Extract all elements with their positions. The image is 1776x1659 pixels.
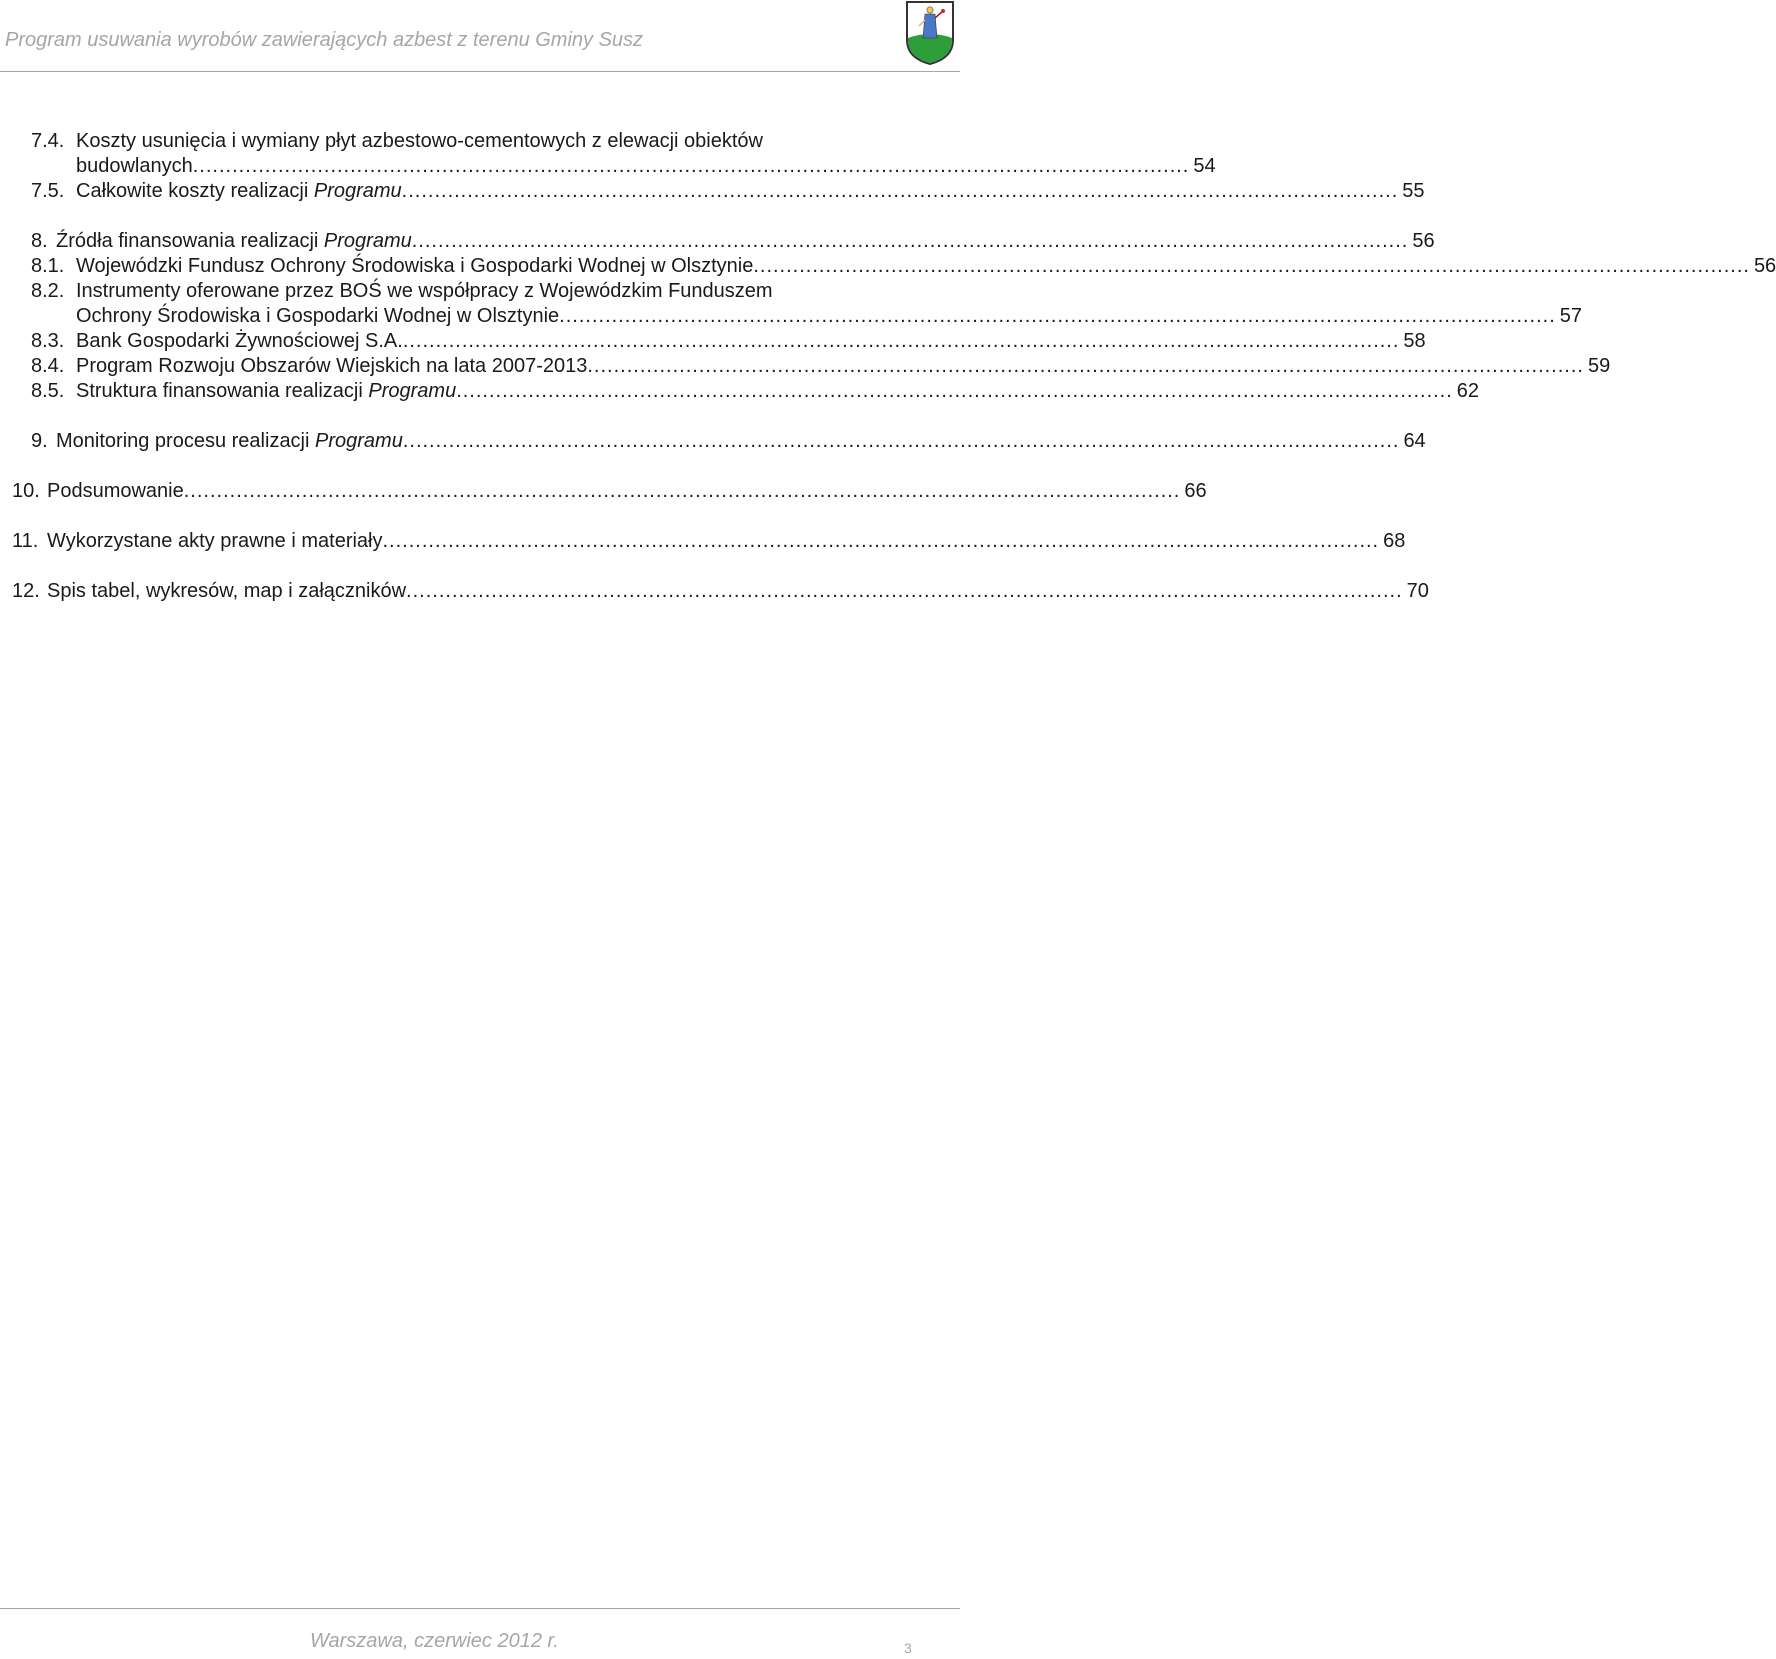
toc-page-number: 70	[1406, 580, 1429, 602]
toc-leader-dots: ........................................................................................................................................................	[183, 480, 1181, 502]
toc-entry-8-4[interactable]	[0, 353, 1611, 379]
toc-entry-title: Podsumowanie	[47, 480, 184, 502]
toc-page-number: 62	[1456, 380, 1480, 402]
toc-entry-title: Program Rozwoju Obszarów Wiejskich na lata 2007-2013	[76, 355, 588, 377]
toc-entry-title: Struktura finansowania realizacji Programu	[76, 380, 457, 402]
toc-leader-dots: ........................................................................................................................................................	[559, 305, 1556, 327]
toc-entry-title: Ochrony Środowiska i Gospodarki Wodnej w Olsztynie	[76, 305, 560, 327]
toc-leader-dots: ........................................................................................................................................................	[406, 580, 1403, 602]
toc-entry-title: Wykorzystane akty prawne i materiały	[47, 530, 383, 552]
toc-entry-9[interactable]	[0, 428, 1426, 454]
toc-page-number: 66	[1184, 480, 1207, 502]
toc-page-number: 56	[1412, 230, 1435, 252]
toc-leader-dots: ........................................................................................................................................................	[587, 355, 1584, 377]
toc-entry-8-3[interactable]	[0, 328, 1426, 354]
toc-entry-12[interactable]	[0, 578, 1429, 604]
toc-leader-dots: ........................................................................................................................................................	[382, 530, 1380, 552]
toc-entry-title: Bank Gospodarki Żywnościowej S.A.	[76, 330, 403, 352]
toc-entry-number: 10.	[12, 480, 40, 502]
toc-entry-number: 7.5.	[31, 180, 65, 202]
toc-leader-dots: ........................................................................................................................................................	[753, 255, 1750, 277]
toc-entry-number: 9.	[31, 430, 48, 452]
toc-entry-title: Wojewódzki Fundusz Ochrony Środowiska i Gospodarki Wodnej w Olsztynie	[76, 255, 754, 277]
toc-entry-7-4-cont[interactable]	[0, 153, 1216, 179]
toc-entry-8-2-cont[interactable]	[0, 303, 1583, 329]
toc-entry-11[interactable]	[0, 528, 1406, 554]
toc-page-number: 59	[1587, 355, 1611, 377]
toc-entry-title: Instrumenty oferowane przez BOŚ we współpracy z Wojewódzkim Funduszem	[76, 280, 773, 302]
toc-entry-title: budowlanych	[76, 155, 193, 177]
toc-leader-dots: ........................................................................................................................................................	[402, 430, 1400, 452]
toc-leader-dots: ........................................................................................................................................................	[456, 380, 1453, 402]
toc-entry-title: Monitoring procesu realizacji Programu	[56, 430, 403, 452]
toc-entry-title: Źródła finansowania realizacji Programu	[56, 230, 412, 252]
footer-page-number: 3	[904, 1640, 912, 1656]
toc-entry-title: Całkowite koszty realizacji Programu	[76, 180, 402, 202]
toc-leader-dots: ........................................................................................................................................................	[401, 180, 1399, 202]
toc-leader-dots: ........................................................................................................................................................	[402, 330, 1400, 352]
toc-entry-number: 12.	[12, 580, 40, 602]
toc-entry-8-2[interactable]	[0, 278, 960, 304]
toc-leader-dots: ........................................................................................................................................................	[192, 155, 1190, 177]
toc-entry-number: 11.	[12, 530, 39, 552]
toc-leader-dots: ........................................................................................................................................................	[411, 230, 1409, 252]
footer-rule	[0, 1608, 960, 1609]
toc-entry-number: 8.	[31, 230, 48, 252]
toc-page-number: 57	[1559, 305, 1583, 327]
toc-entry-8[interactable]	[0, 228, 1435, 254]
toc-page-number: 56	[1753, 255, 1776, 277]
toc-entry-number: 7.4.	[31, 130, 65, 152]
toc-page-number: 68	[1383, 530, 1406, 552]
toc-page-number: 54	[1193, 155, 1216, 177]
toc-entry-number: 8.4.	[31, 355, 65, 377]
toc-page-number: 58	[1403, 330, 1426, 352]
toc-entry-number: 8.2.	[31, 280, 65, 302]
table-of-contents	[0, 0, 1776, 700]
footer-place-date: Warszawa, czerwiec 2012 r.	[310, 1630, 559, 1652]
toc-entry-8-5[interactable]	[0, 378, 1480, 404]
toc-entry-number: 8.1.	[31, 255, 65, 277]
toc-page-number: 55	[1402, 180, 1425, 202]
toc-entry-title: Koszty usunięcia i wymiany płyt azbestowo-cementowych z elewacji obiektów	[76, 130, 763, 152]
header-title: Program usuwania wyrobów zawierających azbest z terenu Gminy Susz	[5, 29, 644, 51]
toc-entry-10[interactable]	[0, 478, 1207, 504]
toc-entry-title: Spis tabel, wykresów, map i załączników	[47, 580, 407, 602]
toc-entry-number: 8.3.	[31, 330, 65, 352]
toc-entry-8-1[interactable]	[0, 253, 1776, 279]
toc-page-number: 64	[1403, 430, 1426, 452]
toc-entry-7-5[interactable]	[0, 178, 1425, 204]
toc-entry-7-4[interactable]	[0, 128, 960, 154]
toc-entry-number: 8.5.	[31, 380, 65, 402]
